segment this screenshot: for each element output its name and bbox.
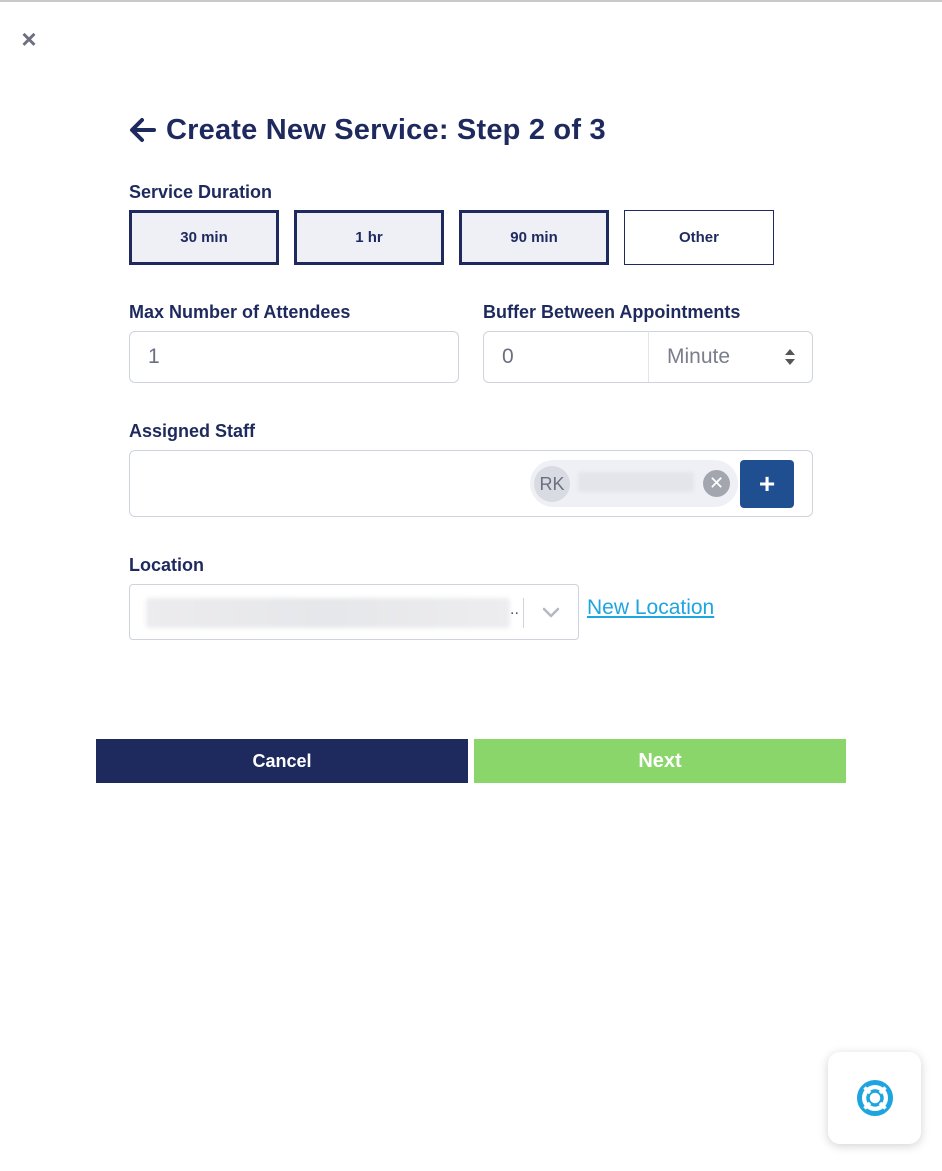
add-staff-button[interactable]	[740, 460, 794, 508]
location-select[interactable]	[129, 584, 579, 640]
staff-chip	[530, 460, 738, 507]
next-button[interactable]: Next	[474, 739, 846, 783]
staff-name-redacted	[578, 472, 694, 492]
service-duration-label: Service Duration	[129, 182, 273, 202]
location-ellipsis: ..	[510, 601, 519, 618]
buffer-unit-select[interactable]	[648, 331, 812, 382]
close-icon[interactable]: ×	[21, 24, 37, 54]
plus-icon: +	[758, 468, 776, 499]
assigned-staff-label: Assigned Staff	[129, 421, 256, 441]
duration-other-button[interactable]: Other	[624, 210, 774, 265]
attendees-input[interactable]	[129, 331, 459, 383]
location-value-redacted	[146, 598, 510, 628]
buffer-input[interactable]: 0	[502, 345, 514, 368]
avatar: RK	[534, 466, 570, 502]
arrow-left-icon[interactable]	[128, 116, 156, 144]
help-button[interactable]	[828, 1052, 921, 1144]
lifebuoy-icon	[856, 1079, 894, 1117]
chevron-down-icon[interactable]	[542, 605, 560, 619]
duration-1-hr-button[interactable]: 1 hr	[294, 210, 444, 265]
sort-updown-icon	[784, 348, 796, 366]
duration-30-min-button[interactable]: 30 min	[129, 210, 279, 265]
buffer-label: Buffer Between Appointments	[483, 302, 741, 322]
new-location-link[interactable]: New Location	[587, 596, 715, 619]
duration-90-min-button[interactable]: 90 min	[459, 210, 609, 265]
attendees-value: 1	[148, 345, 160, 368]
clear-icon[interactable]: ✕	[703, 470, 730, 497]
attendees-label: Max Number of Attendees	[129, 302, 351, 322]
buffer-unit-value: Minute	[667, 344, 731, 368]
location-label: Location	[129, 555, 204, 575]
top-divider	[0, 0, 942, 2]
page-title: Create New Service: Step 2 of 3	[166, 113, 606, 146]
page-header	[128, 110, 606, 150]
cancel-button[interactable]: Cancel	[96, 739, 468, 783]
location-divider	[523, 598, 524, 628]
